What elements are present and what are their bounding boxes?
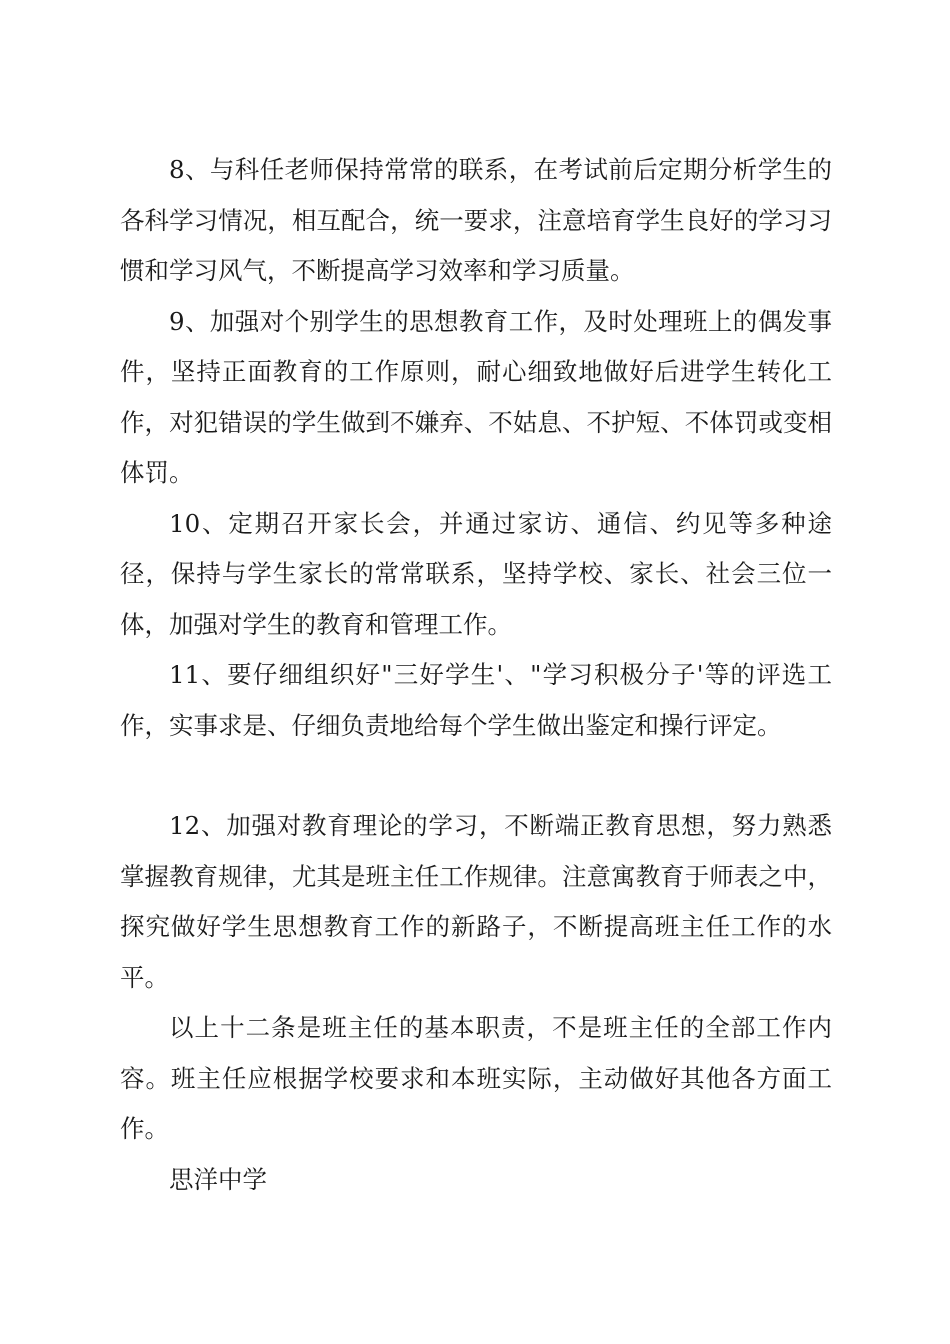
paragraph-item-8: 8、与科任老师保持常常的联系，在考试前后定期分析学生的各科学习情况，相互配合，统一要求，注意培育学生良好的学习习惯和学习风气，不断提高学习效率和学习质量。 <box>120 155 832 285</box>
paragraph-item-10: 10、定期召开家长会，并通过家访、通信、约见等多种途径，保持与学生家长的常常联系，坚持学校、家长、社会三位一体，加强对学生的教育和管理工作。 <box>120 508 832 639</box>
paragraph-item-9: 9、加强对个别学生的思想教育工作，及时处理班上的偶发事件，坚持正面教育的工作原则，耐心细致地做好后进学生转化工作，对犯错误的学生做到不嫌弃、不姑息、不护短、不体罚或变相体罚。 <box>120 306 832 487</box>
document-body <box>120 145 832 1205</box>
paragraph-spacer <box>120 751 832 801</box>
paragraph-item-12: 12、加强对教育理论的学习，不断端正教育思想，努力熟悉掌握教育规律，尤其是班主任工作规律。注意寓教育于师表之中，探究做好学生思想教育工作的新路子，不断提高班主任工作的水平。 <box>120 811 832 992</box>
paragraph-item-11: 11、要仔细组织好"三好学生'、"学习积极分子'等的评选工作，实事求是、仔细负责地给每个学生做出鉴定和操行评定。 <box>120 660 832 740</box>
paragraph-summary: 以上十二条是班主任的基本职责，不是班主任的全部工作内容。班主任应根据学校要求和本班实际，主动做好其他各方面工作。 <box>120 1013 832 1143</box>
school-signature: 思洋中学 <box>169 1164 267 1194</box>
